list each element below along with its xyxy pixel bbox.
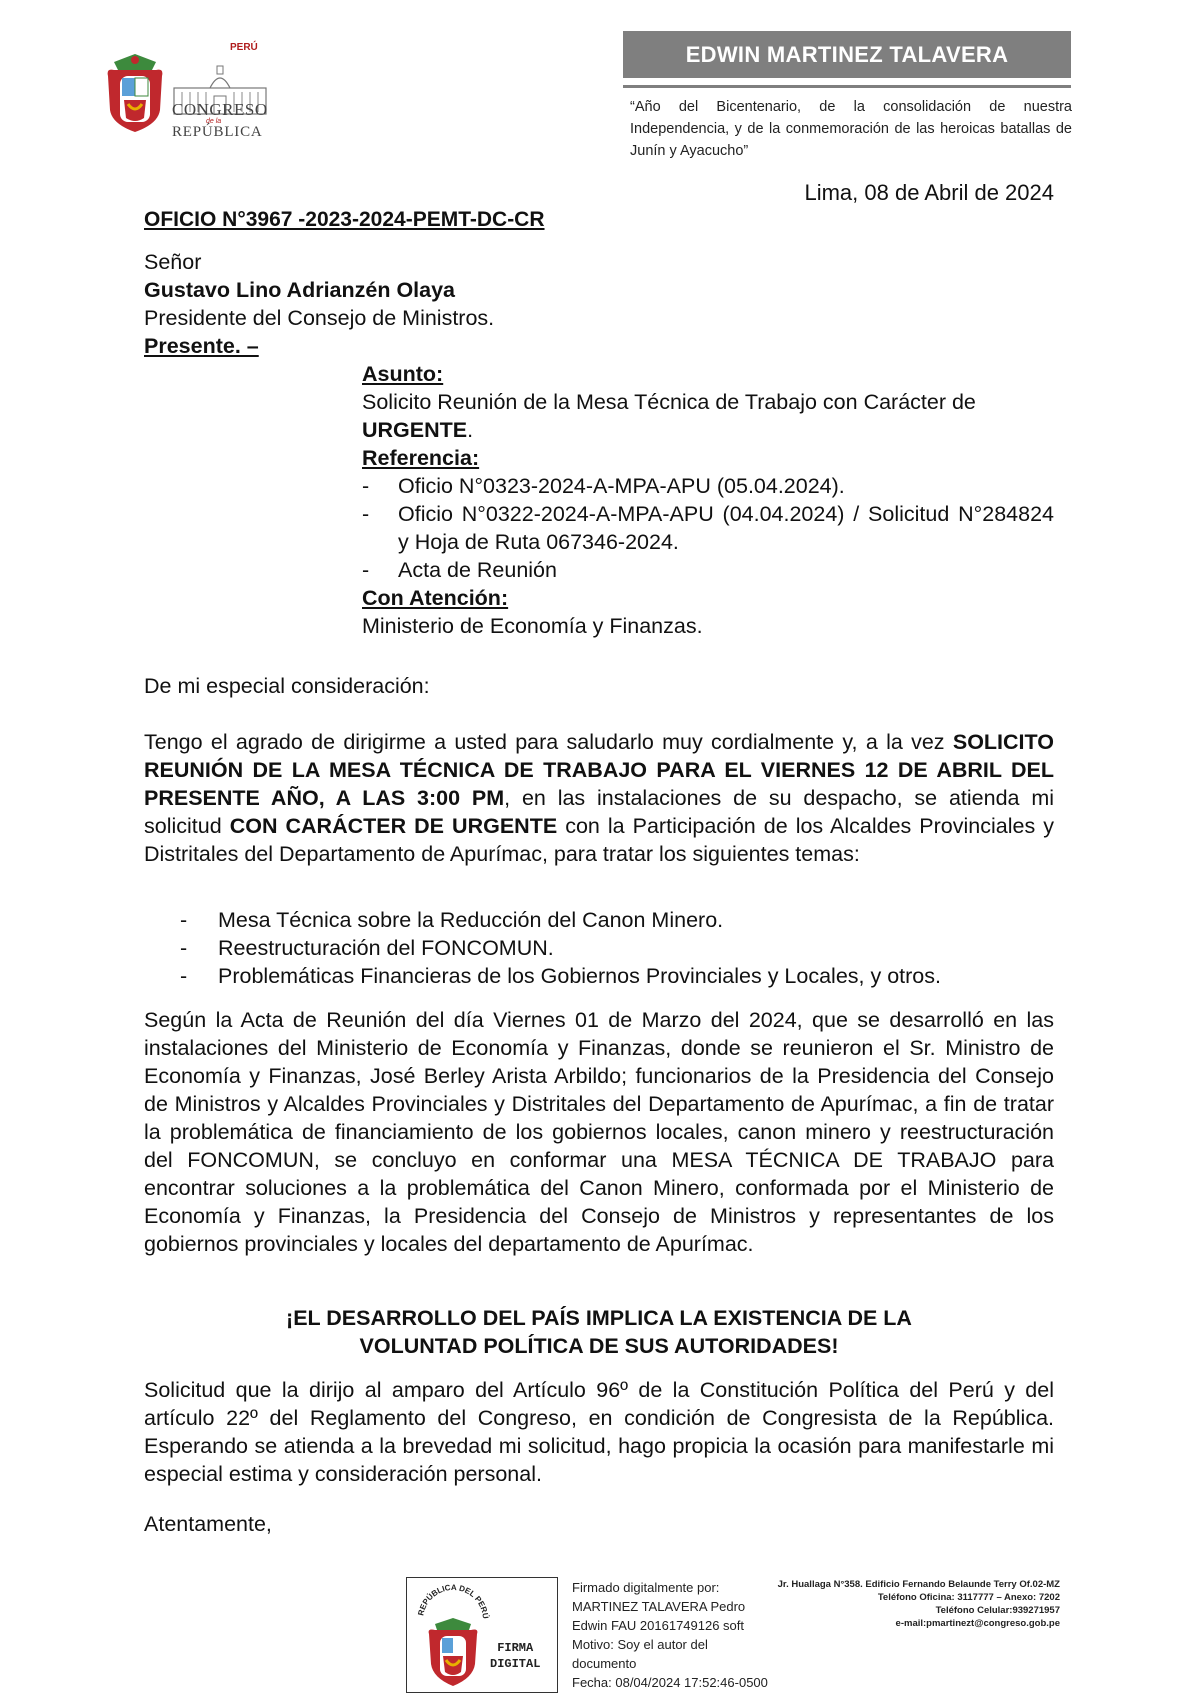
oficio-number: OFICIO N°3967 -2023-2024-PEMT-DC-CR [144, 208, 545, 231]
congress-logo [100, 40, 270, 140]
letter-date: Lima, 08 de Abril de 2024 [804, 180, 1054, 205]
subject-block [362, 360, 1054, 640]
asunto-text: Solicito Reunión de la Mesa Técnica de Trabajo con Carácter de URGENTE. [362, 390, 976, 442]
greeting: De mi especial consideración: [144, 674, 430, 698]
closing-statement: ¡EL DESARROLLO DEL PAÍS IMPLICA LA EXISTENCIA DE LA VOLUNTAD POLÍTICA DE SUS AUTORIDADES! [286, 1306, 912, 1358]
digital-signature-box [406, 1577, 558, 1693]
signature-details: Firmado digitalmente por: MARTINEZ TALAVERA Pedro Edwin FAU 20161749126 soft Motivo: Soy el autor del documento Fecha: 08/04/2024 17:52:46-0500 [572, 1580, 768, 1690]
logo-republica-text: REPÚBLICA [172, 124, 263, 140]
paragraph-request: Tengo el agrado de dirigirme a usted para saludarlo muy cordialmente y, a la vez SOLICITO REUNIÓN DE LA MESA TÉCNICA DE TRABAJO PARA EL VIERNES 12 DE ABRIL DEL PRESENTE AÑO, A LAS 3:00 PM, en las instalaciones de su despacho, se atienda mi solicitud CON CARÁCTER DE URGENTE con la Participación de los Alcaldes Provinciales y Distritales del Departamento de Apurímac, para tratar los siguientes temas: [144, 730, 1055, 866]
atencion-label: Con Atención: [362, 586, 509, 610]
year-motto: “Año del Bicentenario, de la consolidación de nuestra Independencia, y de la conmemoración de las heroicas batallas de Junín y Ayacucho” [630, 99, 1072, 159]
logo-dela-text: de la [206, 118, 222, 125]
reference-item: - Oficio N°0323-2024-A-MPA-APU (05.04.2024). [362, 474, 845, 498]
recipient-title: Presidente del Consejo de Ministros. [144, 306, 495, 330]
header-divider [623, 85, 1071, 88]
congressman-name-banner: EDWIN MARTINEZ TALAVERA [623, 31, 1071, 78]
atencion-text: Ministerio de Economía y Finanzas. [362, 614, 703, 638]
svg-text:REPÚBLICA DEL PERÚ: REPÚBLICA DEL PERÚ [416, 1582, 491, 1620]
referencia-label: Referencia: [362, 446, 480, 470]
reference-item: - Oficio N°0322-2024-A-MPA-APU (04.04.2024) / Solicitud N°284824 y Hoja de Ruta 067346-2024. [362, 502, 1054, 554]
paragraph-legal-basis: Solicitud que la dirijo al amparo del Artículo 96º de la Constitución Política del Perú y del artículo 22º del Reglamento del Congreso, en condición de Congresista de la República. Esperando se atienda a la brevedad mi solicitud, hago propicia la ocasión para manifestarle mi especial estima y consideración personal. [144, 1378, 1054, 1486]
reference-item: - Acta de Reunión [362, 558, 557, 582]
farewell: Atentamente, [144, 1512, 272, 1536]
presente-label: Presente. – [144, 334, 259, 358]
paragraph-background: Según la Acta de Reunión del día Viernes 01 de Marzo del 2024, que se desarrolló en las instalaciones del Ministerio de Economía y Finanzas, donde se reunieron el Sr. Ministro de Economía y Finanzas, José Berley Arista Arbildo; funcionarios de la Presidencia del Consejo de Ministros y Alcaldes Provinciales y Distritales del Departamento de Apurímac, a fin de tratar la problemática de financiamiento de los gobiernos locales, canon minero y reestructuración del FONCOMUN, se concluyo en conformar una MESA TÉCNICA DE TRABAJO para encontrar soluciones a la problemática del Canon Minero, conformada por el Ministerio de Economía y Finanzas, la Presidencia del Consejo de Ministros y representantes de los gobiernos provinciales y locales del departamento de Apurímac. [144, 1008, 1054, 1256]
logo-congreso-text: CONGRESO [172, 100, 268, 119]
topics-list [180, 906, 1060, 990]
coat-of-arms-icon [100, 40, 170, 136]
logo-peru-text: PERÚ [230, 42, 258, 53]
list-item: - Reestructuración del FONCOMUN. [180, 936, 554, 960]
list-item: - Problemáticas Financieras de los Gobiernos Provinciales y Locales, y otros. [180, 964, 941, 988]
addressee-block [144, 248, 494, 360]
salutation: Señor [144, 250, 202, 274]
asunto-label: Asunto: [362, 362, 444, 386]
list-item: - Mesa Técnica sobre la Reducción del Canon Minero. [180, 908, 724, 932]
signature-seal-icon [413, 1580, 493, 1692]
recipient-name: Gustavo Lino Adrianzén Olaya [144, 278, 456, 302]
contact-info: Jr. Huallaga N°358. Edificio Fernando Belaunde Terry Of.02-MZ Teléfono Oficina: 3117777 – Anexo: 7202 Teléfono Celular:939271957 e-mail:pmartinezt@congreso.gob.pe [777, 1579, 1060, 1629]
firma-digital-label: FIRMA DIGITAL [490, 1641, 541, 1671]
